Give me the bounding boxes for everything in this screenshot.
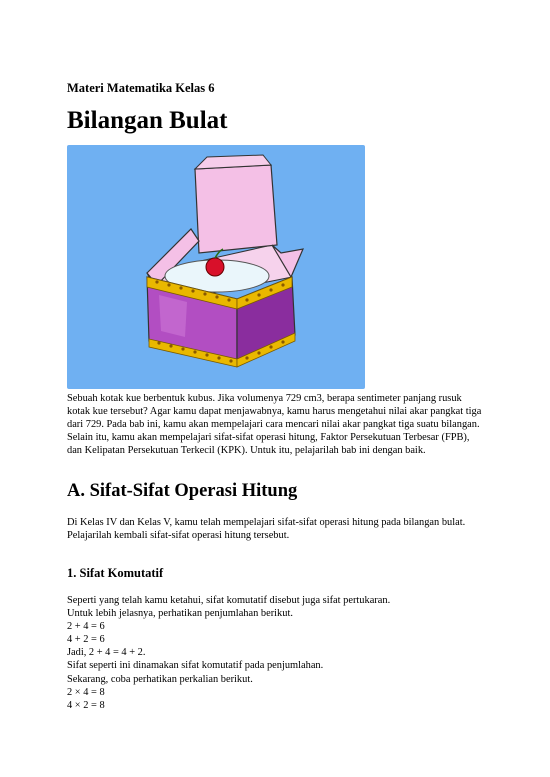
body-line: Sifat seperti ini dinamakan sifat komutatif pada penjumlahan. (67, 660, 324, 672)
box-back-lid (195, 165, 277, 253)
body-line: 4 × 2 = 8 (67, 699, 105, 711)
cherry-icon (206, 258, 224, 276)
section-a-paragraph: Di Kelas IV dan Kelas V, kamu telah mempelajari sifat-sifat operasi hitung pada bilangan bulat. Pelajarilah kembali sifat-sifat operasi hitung tersebut. (67, 517, 466, 542)
section-1-heading: 1. Sifat Komutatif (67, 566, 164, 580)
document-subtitle: Materi Matematika Kelas 6 (67, 81, 215, 95)
body-line: Jadi, 2 + 4 = 4 + 2. (67, 647, 146, 659)
body-line: 2 + 4 = 6 (67, 621, 105, 633)
document-title: Bilangan Bulat (67, 107, 228, 134)
intro-paragraph: Sebuah kotak kue berbentuk kubus. Jika volumenya 729 cm3, berapa sentimeter panjang rusuk kotak kue tersebut? Agar kamu dapat menjawabnya, kamu harus mengetahui nilai akar pangkat tiga dari 729. Pada bab ini, kamu akan mempelajari cara mencari nilai akar pangkat tiga suatu bilangan. Selain itu, kamu akan mempelajari sifat-sifat operasi hitung, Faktor Persekutuan Terbesar (FPB), dan Kelipatan Persekutuan Terkecil (KPK). Untuk itu, pelajarilah bab ini dengan baik. (67, 393, 482, 457)
body-line: 4 + 2 = 6 (67, 634, 105, 646)
body-line: Seperti yang telah kamu ketahui, sifat komutatif disebut juga sifat pertukaran. (67, 595, 391, 606)
section-a-heading: A. Sifat-Sifat Operasi Hitung (67, 481, 298, 501)
body-line: 2 × 4 = 8 (67, 686, 105, 698)
box-front-highlight (159, 295, 187, 337)
body-line: Untuk lebih jelasnya, perhatikan penjumlahan berikut. (67, 608, 293, 620)
cake-box-illustration (67, 145, 365, 389)
body-line: Sekarang, coba perhatikan perkalian berikut. (67, 673, 253, 685)
section-1-body (67, 594, 487, 712)
